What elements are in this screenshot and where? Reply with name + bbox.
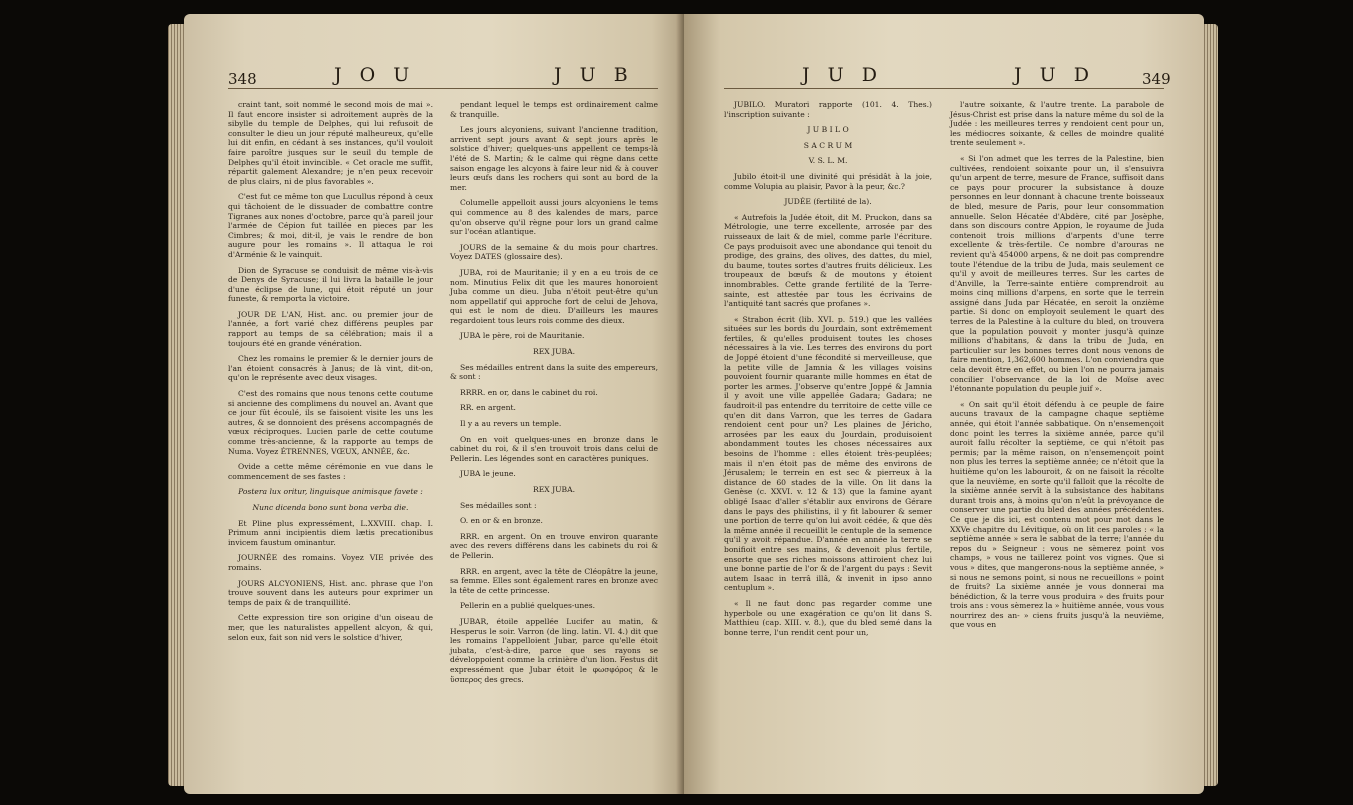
paragraph: C'est des romains que nous tenons cette coutume si ancienne des complimens du nouvel an. Avant que ce jour fût écoulé, ils se faisoient visite les uns les autres, & se donnoient des présens accompagnés de vœux réciproques. Lucien parle de cette coutume comme très-ancienne, & la rapporte au temps de Numa. Voyez ÉTRENNES, VŒUX, ANNÉE, &c. [228, 389, 433, 456]
right-column-2 [950, 100, 1164, 636]
left-page-number: 348 [228, 70, 257, 88]
right-header-rule [724, 88, 1164, 89]
paragraph: RRR. en argent. On en trouve environ quarante avec des revers différens dans les cabinets du roi & de Pellerin. [450, 531, 658, 560]
right-running-head-1: J U D [802, 64, 883, 86]
left-page [184, 14, 692, 794]
paragraph: JOURS ALCYONIENS, Hist. anc. phrase que l'on trouve souvent dans les auteurs pour exprimer un temps de paix & de tranquillité. [228, 578, 433, 607]
left-column-2 [450, 100, 658, 690]
paragraph: RR. en argent. [460, 403, 516, 413]
paragraph: V. S. L. M. [808, 156, 848, 166]
paragraph: Et Pline plus expressément, L.XXVIII. chap. I. Primum anni incipientis diem lætis precationibus invicem faustum ominantur. [228, 518, 433, 547]
paragraph: RRRR. en or, dans le cabinet du roi. [460, 387, 598, 397]
paragraph: Dion de Syracuse se conduisit de même vis-à-vis de Denys de Syracuse; il lui livra la bataille le jour d'une éclipse de lune, qui étoit réputé un jour funeste, & remporta la victoire. [228, 265, 433, 304]
paragraph: JOURS de la semaine & du mois pour chartres. Voyez DATES (glossaire des). [450, 242, 658, 262]
paragraph: JUBAR, étoile appellée Lucifer au matin, & Hesperus le soir. Varron (de ling. latin. VI. 4.) dit que les romains l'appelloient Jubar, parce qu'elle étoit jubata, c'est-à-dire, parce que ses rayons se développoient comme la crinière d'un lion. Festus dit expressément que Jubar étoit le φωσφόρος & le ὕσπερος des grecs. [450, 616, 658, 684]
paragraph: JUBILO. Muratori rapporte (101. 4. Thes.) l'inscription suivante : [724, 100, 932, 119]
paragraph: craint tant, soit nommé le second mois de mai ». Il faut encore insister si adroitement auprès de la sibylle du temple de Delphes, qui lui refusoit de consulter le dieu un jour réputé malheureux, qu'elle lui dit enfin, en cédant à ses instances, qu'il vouloit faire paroître jusques sur le seuil du temple de Delphes qu'il étoit invincible. « Cet oracle me suffit, répartit galement Alexandre; je n'en peux recevoir de plus clairs, ni de plus favorables ». [228, 100, 433, 186]
paragraph: Ses médailles sont : [460, 500, 537, 510]
paragraph: Il y a au revers un temple. [460, 419, 562, 429]
left-header-rule [228, 88, 658, 89]
paragraph: Jubilo étoit-il une divinité qui présidât à la joie, comme Volupia au plaisir, Pavor à la peur, &c.? [724, 171, 932, 191]
paragraph: O. en or & en bronze. [460, 516, 543, 526]
paragraph: J U B I L O [807, 125, 849, 135]
paragraph: JOUR DE L'AN, Hist. anc. ou premier jour de l'année, a fort varié chez différens peuples par rapport au temps de sa célébration; mais il a toujours été en grande vénération. [228, 309, 433, 348]
paragraph: JUBA le père, roi de Mauritanie. [460, 331, 585, 341]
paragraph: Columelle appelloit aussi jours alcyoniens le tems qui commence au 8 des kalendes de mars, parce qu'on observe qu'il règne pour lors un grand calme sur l'océan atlantique. [450, 198, 658, 237]
paragraph: Les jours alcyoniens, suivant l'ancienne tradition, arrivent sept jours avant & sept jours après le solstice d'hiver; quelques-uns appellent ce temps-là l'été de S. Martin; & le calme qui règne dans cette saison engage les alcyons à faire leur nid & à couver leurs œufs dans les rochers qui sont au bord de la mer. [450, 125, 658, 192]
paragraph: Pellerin en a publié quelques-unes. [460, 601, 596, 611]
right-page-edges [1202, 24, 1218, 786]
paragraph: JUBA le jeune. [460, 469, 516, 479]
paragraph: Postera lux oritur, linguisque animisque favete : [238, 487, 423, 497]
paragraph: « Strabon écrit (lib. XVI. p. 519.) que les vallées situées sur les bords du Jourdain, sont extrêmement fertiles, & qu'elles produisent toutes les choses nécessaires à la vie. Les terres des environs du port de Joppé étoient d'une fécondité si merveilleuse, que la petite ville de Jamnia & les villages voisins pouvoient fournir quarante mille hommes en état de porter les armes. J'observe qu'entre Joppé & Jamnia il y avoit une ville appellée Gadara; Gadara; ne faudroit-il pas entendre du territoire de cette ville ce qu'en dit dans Varron, que les terres de Gadara rendoient cent pour un? Les plaines de Jéricho, arrosées par les eaux du Jourdain, produisoient abondamment toutes les choses nécessaires aux besoins de l'homme : elles étoient très-peuplées; mais il n'en étoit pas de même des environs de Jérusalem; le terrein en est sec & pierreux à la distance de 60 stades de la ville. On lit dans la Genèse (c. XXVI. v. 12 & 13) que la famine ayant obligé Isaac d'aller s'établir aux environs de Gérare dans le pays des philistins, il y fit labourer & semer une portion de terre qu'on lui avoit cédée, & que dès la même année il recueillit le centuple de la semence qu'il y avoit répandue. D'année en année la terre se bonifioit entre ses mains, & devenoit plus fertile, ensorte que ses riches moissons attiroient chez lui une bonne partie de l'or & de l'argent du pays : Sevit autem Isaac in terrâ illâ, & invenit in ipso anno centuplum ». [724, 314, 932, 593]
paragraph: « Il ne faut donc pas regarder comme une hyperbole ou une exagération ce qu'on lit dans S. Matthieu (cap. XIII. v. 8.), que du bled semé dans la bonne terre, l'un rendit cent pour un, [724, 598, 932, 637]
right-running-head-2: J U D [1014, 64, 1095, 86]
right-column-1 [724, 100, 932, 643]
paragraph: Ses médailles entrent dans la suite des empereurs, & sont : [450, 362, 658, 382]
paragraph: Ovide a cette même cérémonie en vue dans le commencement de ses fastes : [228, 462, 433, 481]
left-column-1 [228, 100, 433, 648]
paragraph: JOURNÉE des romains. Voyez VIE privée des romains. [228, 553, 433, 572]
paragraph: Cette expression tire son origine d'un oiseau de mer, que les naturalistes appellent alcyon, & qui, selon eux, fait son nid vers le solstice d'hiver, [228, 613, 433, 642]
paragraph: RRR. en argent, avec la tête de Cléopâtre la jeune, sa femme. Elles sont également rares en bronze avec la tête de cette princesse. [450, 566, 658, 595]
paragraph: « Autrefois la Judée étoit, dit M. Pruckon, dans sa Métrologie, une terre excellente, arrosée par des ruisseaux de lait & de miel, comme parle l'écriture. Ce pays produisoit avec une abondance qui tenoit du prodige, des grains, des olives, des dattes, du miel, du baume, toutes sortes d'autres fruits délicieux. Les troupeaux de bœufs & de moutons y étoient innombrables. Cette grande fertilité de la Terre-sainte, est attestée par tous les écrivains de l'antiquité tant sacrés que profanes ». [724, 212, 932, 309]
paragraph: JUDÉE (fertilité de la). [784, 197, 872, 207]
paragraph: On en voit quelques-unes en bronze dans le cabinet du roi, & il s'en trouvoit trois dans celui de Pellerin. Les légendes sont en caractères puniques. [450, 434, 658, 463]
paragraph: S A C R U M [803, 140, 853, 150]
paragraph: REX JUBA. [532, 485, 575, 494]
paragraph: Nunc dicenda bono sunt bona verba die. [252, 502, 409, 512]
paragraph: C'est fut ce même ton que Lucullus répond à ceux qui tâchoient de le dissuader de combattre contre Tigranes aux nones d'octobre, parce qu'à pareil jour l'armée de Cépion fut taillée en pieces par les Cimbres; & moi, dit-il, je vais le rendre de bon augure pour les romains ». Il attaqua le roi d'Arménie & le vainquit. [228, 192, 433, 259]
right-page [684, 14, 1204, 794]
paragraph: pendant lequel le temps est ordinairement calme & tranquille. [450, 100, 658, 119]
left-running-head-2: J U B [554, 64, 634, 86]
paragraph: REX JUBA. [532, 347, 575, 357]
paragraph: l'autre soixante, & l'autre trente. La parabole de Jésus-Christ est prise dans la nature même du sol de la Judée : les meilleures terres y rendoient cent pour un, les médiocres soixante, & celles de moindre qualité trente seulement ». [950, 100, 1164, 148]
left-running-head-1: J O U [334, 64, 416, 86]
paragraph: JUBA, roi de Mauritanie; il y en a eu trois de ce nom. Minutius Felix dit que les maures honoroient Juba comme un dieu. Juba n'étoit peut-être qu'un nom appellatif qui approche fort de celui de Jehova, qui est le nom de dieu. D'ailleurs les maures regardoient tous leurs rois comme des dieux. [450, 267, 658, 325]
right-page-number: 349 [1142, 70, 1171, 88]
paragraph: Chez les romains le premier & le dernier jours de l'an étoient consacrés à Janus; de là vint, dit-on, qu'on le représente avec deux visages. [228, 354, 433, 383]
paragraph: « On sait qu'il étoit défendu à ce peuple de faire aucuns travaux de la campagne chaque septième année, qui étoit l'année sabbatique. On n'ensemençoit donc point les terres la sixième année, parce qu'il auroit fallu récolter la septième, ce qui n'étoit pas permis; par la même raison, on n'ensemençoit point non plus les terres la septième année; ce n'étoit que la huitième qu'on les labouroit, & on ne faisoit la récolte que la neuvième, en sorte qu'il falloit que la récolte de la sixième année servît à la subsistance des habitans durant trois ans, à moins qu'on n'eût la prévoyance de conserver une partie du bled des années précédentes. Ce que je dis ici, est contenu mot pour mot dans le XXVe chapitre du Lévitique, où on lit ces paroles : « la septième année » sera le sabbat de la terre; l'année du repos du » Seigneur : vous ne sèmerez point vos champs, » vous ne taillerez point vos vignes. Que si vous » dites, que mangerons-nous la septième année, » si nous ne semons point, si nous ne recueillons » point de fruits? La sixième année je vous donnerai ma bénédiction, & la terre vous produira » des fruits pour trois ans : vous sèmerez la » huitième année, vous vous nourrirez des an- » ciens fruits jusqu'à la neuvième, que vous en [950, 399, 1164, 630]
paragraph: « Si l'on admet que les terres de la Palestine, bien cultivées, rendoient soixante pour un, il s'ensuivra qu'un arpent de terre, mesure de France, suffisoit dans ce pays pour procurer la subsistance à douze personnes en leur donnant à chacune trente boisseaux de bled, mesure de Paris, pour leur consommation annuelle. Selon Hécatée d'Abdère, cité par Josèphe, dans son discours contre Appion, le royaume de Juda contenoit trois millions d'arpents d'une terre excellente & très-fertile. Ce nombre d'arouras ne revient qu'à 454000 arpens, & ne doit pas comprendre toute l'étendue de la tribu de Juda, mais seulement ce qu'il y avoit de meilleures terres. Sur les cartes de d'Anville, la Terre-sainte entière comprendroit au moins cinq millions d'arpens, en sorte que le terrein assigné dans Juda par Hécatée, en seroit la onzième partie. Si donc on employoit seulement le quart des terres de la Palestine à la culture du bled, on trouvera que la population pouvoit y monter jusqu'à quinze millions d'habitans, & dans la tribu de Juda, en particulier sur les bonnes terres dont nous venons de faire mention, 1,362,600 hommes. L'on conviendra que cela devoit être en effet, ou bien l'on ne pourra jamais concilier l'observance de la loi de Moïse avec l'étonnante population du peuple juif ». [950, 153, 1164, 394]
